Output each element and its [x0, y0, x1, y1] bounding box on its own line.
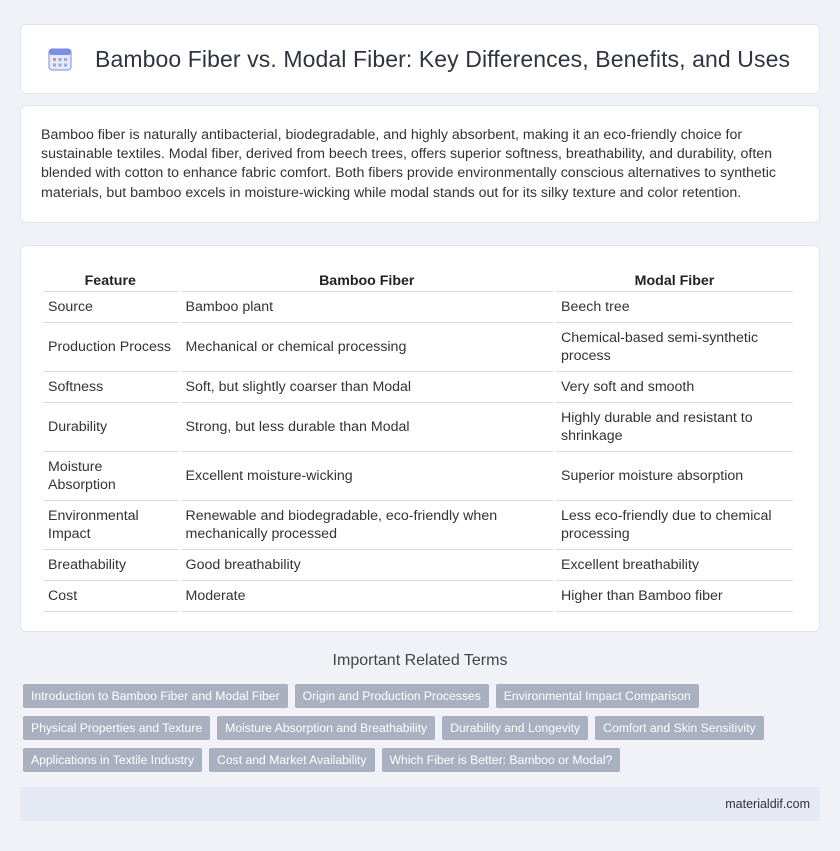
related-term-tag[interactable]: Moisture Absorption and Breathability [217, 716, 435, 740]
footer [20, 787, 820, 821]
feature-cell: Environmental Impact [43, 501, 178, 550]
header-bamboo: Bamboo Fiber [181, 268, 553, 292]
table-row [43, 372, 793, 403]
related-term-tag[interactable]: Cost and Market Availability [209, 748, 374, 772]
related-term-tag[interactable]: Which Fiber is Better: Bamboo or Modal? [382, 748, 621, 772]
footer-site-link[interactable]: materialdif.com [725, 797, 810, 811]
bamboo-cell: Soft, but slightly coarser than Modal [181, 372, 553, 403]
related-term-tag[interactable]: Environmental Impact Comparison [496, 684, 699, 708]
related-term-tag[interactable]: Introduction to Bamboo Fiber and Modal Fiber [23, 684, 288, 708]
table-row [43, 452, 793, 501]
modal-cell: Excellent breathability [556, 550, 793, 581]
modal-cell: Chemical-based semi-synthetic process [556, 323, 793, 372]
related-term-tag[interactable]: Comfort and Skin Sensitivity [595, 716, 763, 740]
feature-cell: Moisture Absorption [43, 452, 178, 501]
comparison-table [40, 268, 796, 612]
related-terms-title: Important Related Terms [332, 652, 508, 669]
page-title: Bamboo Fiber vs. Modal Fiber: Key Differences, Benefits, and Uses [95, 45, 791, 72]
bamboo-cell: Moderate [181, 581, 553, 612]
table-row [43, 581, 793, 612]
bamboo-cell: Renewable and biodegradable, eco-friendly when mechanically processed [181, 501, 553, 550]
table-row [43, 403, 793, 452]
modal-cell: Highly durable and resistant to shrinkage [556, 403, 793, 452]
page-header [20, 24, 820, 94]
feature-cell: Production Process [43, 323, 178, 372]
intro-text: Bamboo fiber is naturally antibacterial, biodegradable, and highly absorbent, making it an eco-friendly choice for sustainable textiles. Modal fiber, derived from beech trees, offers superior softness, breathability, and durability, often blended with cotton to enhance fabric comfort. Both fibers provide environmentally conscious alternatives to synthetic materials, but bamboo excels in moisture-wicking while modal stands out for its silky texture and color retention. [41, 127, 776, 201]
header-feature: Feature [43, 268, 178, 292]
modal-cell: Superior moisture absorption [556, 452, 793, 501]
modal-cell: Less eco-friendly due to chemical processing [556, 501, 793, 550]
table-row [43, 292, 793, 323]
feature-cell: Softness [43, 372, 178, 403]
feature-cell: Durability [43, 403, 178, 452]
related-term-tag[interactable]: Origin and Production Processes [295, 684, 489, 708]
table-header-row [43, 268, 793, 292]
related-term-tag[interactable]: Applications in Textile Industry [23, 748, 202, 772]
modal-cell: Very soft and smooth [556, 372, 793, 403]
bamboo-cell: Excellent moisture-wicking [181, 452, 553, 501]
feature-cell: Cost [43, 581, 178, 612]
bamboo-cell: Bamboo plant [181, 292, 553, 323]
header-modal: Modal Fiber [556, 268, 793, 292]
table-row [43, 501, 793, 550]
related-term-tag[interactable]: Durability and Longevity [442, 716, 588, 740]
bamboo-cell: Strong, but less durable than Modal [181, 403, 553, 452]
modal-cell: Higher than Bamboo fiber [556, 581, 793, 612]
feature-cell: Breathability [43, 550, 178, 581]
related-terms-list [23, 684, 813, 772]
bamboo-cell: Mechanical or chemical processing [181, 323, 553, 372]
intro-card [20, 105, 820, 223]
related-term-tag[interactable]: Physical Properties and Texture [23, 716, 210, 740]
modal-cell: Beech tree [556, 292, 793, 323]
comparison-card [20, 245, 820, 632]
table-row [43, 550, 793, 581]
bamboo-cell: Good breathability [181, 550, 553, 581]
feature-cell: Source [43, 292, 178, 323]
calendar-icon [47, 46, 73, 72]
table-row [43, 323, 793, 372]
